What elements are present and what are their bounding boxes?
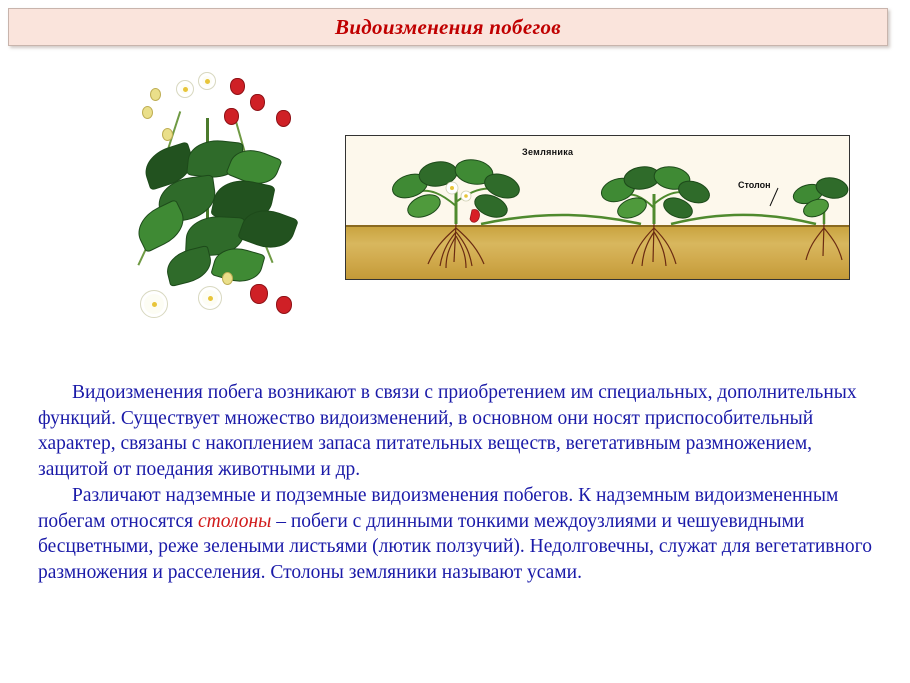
paragraph-1: Видоизменения побега возникают в связи с приобретением им специальных, дополнительных функций. Существует множество видоизменений, в основном они носят приспособительный характер, связаны с накоплением запаса питательных веществ, вегетативным размножением, защитой от поедания животными и др. bbox=[38, 382, 857, 480]
diagram-drawing bbox=[346, 136, 850, 280]
strawberry-botanical-illustration bbox=[110, 58, 325, 313]
paragraph-2 bbox=[38, 483, 876, 585]
page-title: Видоизменения побегов bbox=[335, 14, 561, 39]
slide-body-text bbox=[38, 380, 876, 585]
slide-title-bar bbox=[8, 8, 888, 46]
illustration-area bbox=[0, 50, 910, 360]
diagram-label-strawberry: Земляника bbox=[522, 147, 574, 157]
stolon-diagram bbox=[345, 135, 850, 280]
paragraph-2-part-2: . К надземным видоизмененным побегам относятся bbox=[38, 485, 839, 532]
paragraph-2-part-1: Различают надземные и подземные видоизменения побегов bbox=[72, 485, 569, 506]
paragraph-2-emphasis: столоны bbox=[197, 510, 272, 532]
paragraph-2-part-3: – побеги с длинными тонкими междоузлиями и чешуевидными бесцветными, реже зелеными листьями (лютик ползучий). Недолговечны, служат для вегетативного размножения и расселения. Столоны земляники называют усами. bbox=[38, 510, 872, 583]
diagram-label-stolon: Столон bbox=[738, 180, 771, 190]
